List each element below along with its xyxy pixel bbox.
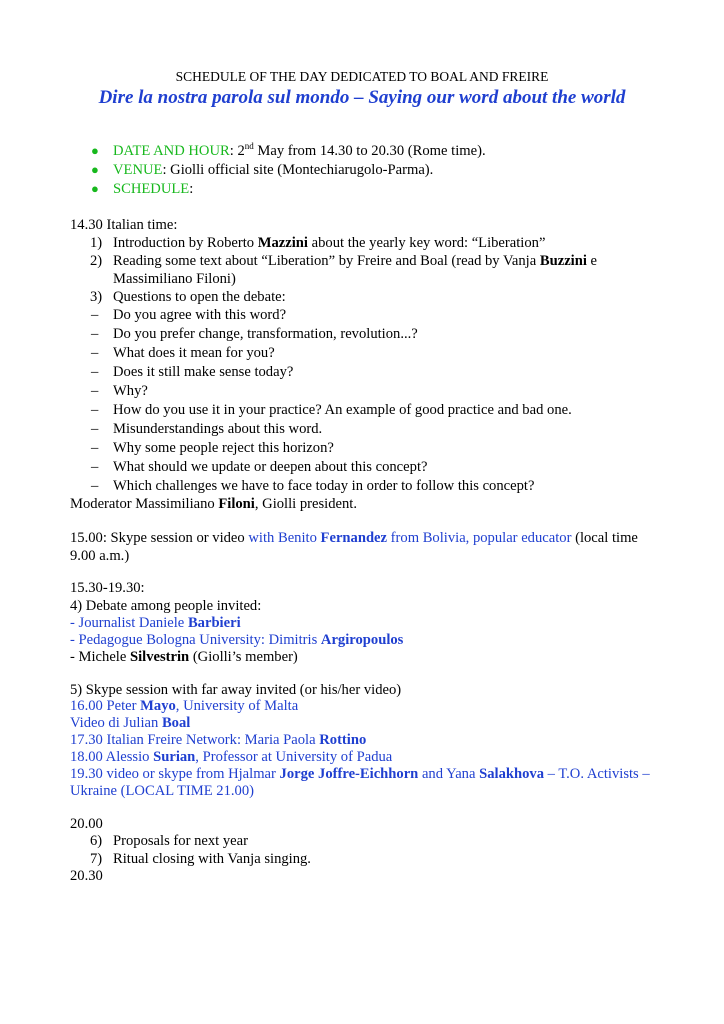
question-item: What does it mean for you? <box>113 345 275 361</box>
question-item: What should we update or deepen about this concept? <box>113 459 428 475</box>
question-item: Do you agree with this word? <box>113 307 287 323</box>
guest-member: - Michele Silvestrin (Giolli’s member) <box>70 649 298 665</box>
item-number: 7) <box>90 851 103 867</box>
bullet-icon: ● <box>91 143 99 158</box>
item-number: 1) <box>90 235 103 251</box>
time-2030: 20.30 <box>70 868 103 884</box>
question-item: Misunderstandings about this word. <box>113 421 323 437</box>
dash-bullet: – <box>91 402 99 418</box>
remote-item-activists: 19.30 video or skype from Hjalmar Jorge Joffre-Eichhorn and Yana Salakhova – T.O. Activists – <box>70 766 650 782</box>
dash-bullet: – <box>91 440 99 456</box>
question-item: Why? <box>113 383 148 399</box>
question-item: Which challenges we have to face today in order to follow this concept? <box>113 478 535 494</box>
remote-item-activists-cont: Ukraine (LOCAL TIME 21.00) <box>70 783 255 799</box>
item-number: 2) <box>90 253 103 269</box>
remote-item-boal: Video di Julian Boal <box>70 715 191 731</box>
venue-line: VENUE: Giolli official site (Montechiarugolo-Parma). <box>113 162 434 178</box>
question-item: Does it still make sense today? <box>113 364 294 380</box>
question-item: Why some people reject this horizon? <box>113 440 334 456</box>
guest-pedagogue: - Pedagogue Bologna University: Dimitris Argiropoulos <box>70 632 404 648</box>
schedule-item-1: Introduction by Roberto Mazzini about the yearly key word: “Liberation” <box>113 235 546 251</box>
time-1430: 14.30 Italian time: <box>70 217 178 233</box>
item-number: 3) <box>90 289 103 305</box>
remote-item-mayo: 16.00 Peter Mayo, University of Malta <box>70 698 299 714</box>
schedule-label: SCHEDULE <box>113 181 190 197</box>
moderator-line: Moderator Massimiliano Filoni, Giolli president. <box>70 496 358 512</box>
time-1530: 15.30-19.30: <box>70 580 145 596</box>
dash-bullet: – <box>91 345 99 361</box>
dash-bullet: – <box>91 421 99 437</box>
remote-item-rottino: 17.30 Italian Freire Network: Maria Paola Rottino <box>70 732 367 748</box>
date-line: DATE AND HOUR: 2nd May from 14.30 to 20.30 (Rome time). <box>113 141 486 159</box>
dash-bullet: – <box>91 478 99 494</box>
debate-heading: 4) Debate among people invited: <box>70 598 262 614</box>
schedule-item-2: Reading some text about “Liberation” by Freire and Boal (read by Vanja Buzzini e <box>113 253 598 269</box>
dash-bullet: – <box>91 459 99 475</box>
bullet-icon: ● <box>91 162 99 177</box>
item-number: 6) <box>90 833 103 849</box>
remote-item-surian: 18.00 Alessio Surian, Professor at University of Padua <box>70 749 393 765</box>
schedule-item-3: Questions to open the debate: <box>113 289 286 305</box>
schedule-line: SCHEDULE: <box>113 181 194 197</box>
time-2000: 20.00 <box>70 816 103 832</box>
schedule-item-6: Proposals for next year <box>113 833 248 849</box>
document-title: SCHEDULE OF THE DAY DEDICATED TO BOAL AND FREIRE <box>175 69 549 84</box>
remote-heading: 5) Skype session with far away invited (or his/her video) <box>70 682 402 698</box>
dash-bullet: – <box>91 383 99 399</box>
dash-bullet: – <box>91 307 99 323</box>
document-subtitle: Dire la nostra parola sul mondo – Saying our word about the world <box>98 87 626 108</box>
schedule-item-7: Ritual closing with Vanja singing. <box>113 851 311 867</box>
venue-label: VENUE <box>113 162 163 178</box>
skype-session-line: 15.00: Skype session or video with Benito Fernandez from Bolivia, popular educator (local time <box>70 530 638 546</box>
guest-journalist: - Journalist Daniele Barbieri <box>70 615 241 631</box>
question-item: How do you use it in your practice? An example of good practice and bad one. <box>113 402 572 418</box>
question-item: Do you prefer change, transformation, revolution...? <box>113 326 418 342</box>
schedule-item-2-cont: Massimiliano Filoni) <box>113 271 236 287</box>
dash-bullet: – <box>91 364 99 380</box>
bullet-icon: ● <box>91 181 99 196</box>
date-label: DATE AND HOUR <box>113 143 230 159</box>
skype-session-line-cont: 9.00 a.m.) <box>70 548 130 564</box>
dash-bullet: – <box>91 326 99 342</box>
